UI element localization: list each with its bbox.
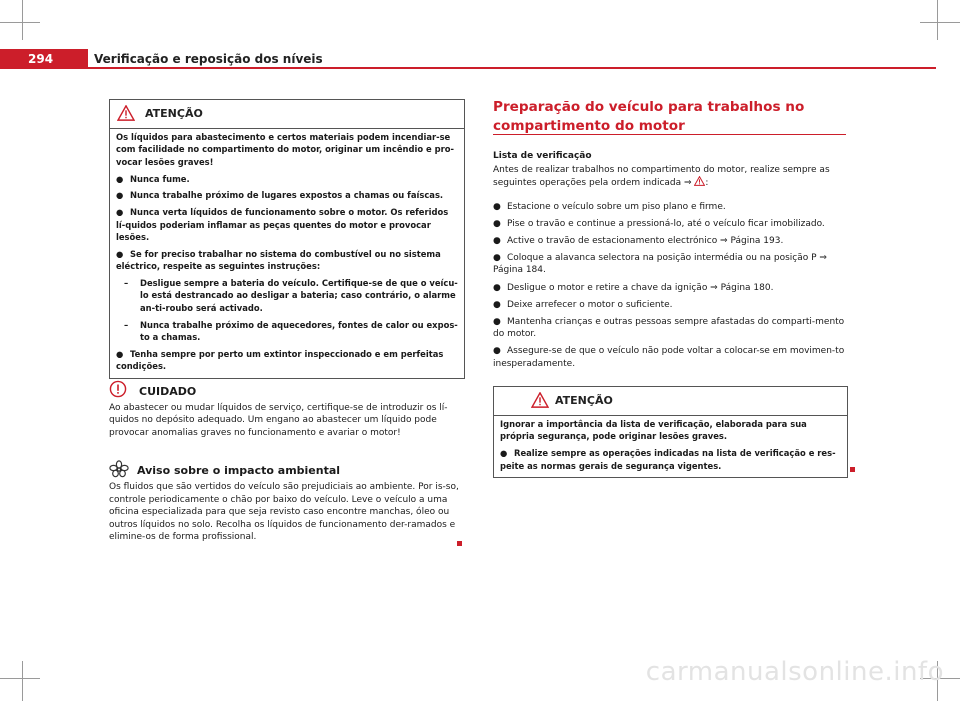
section-end-marker: [457, 541, 462, 546]
warning-box-left: [109, 99, 465, 379]
bullet-icon: ●: [493, 317, 501, 328]
crop-mark: [937, 0, 938, 40]
page-title: Verificação e reposição dos níveis: [94, 52, 323, 66]
environment-title-row: [109, 464, 463, 478]
environment-flower-icon: [109, 460, 129, 478]
bullet-icon: ●: [493, 218, 501, 229]
section-end-marker: [850, 467, 855, 472]
checklist-section: [493, 150, 849, 375]
list-item: ● Nunca fume.: [116, 173, 190, 184]
bullet-icon: ●: [493, 236, 501, 247]
list-item: ● Se for preciso trabalhar no sistema do combustível ou no sistema eléctrico, respeite as seguintes instruções:: [116, 248, 441, 272]
sub-list-item: – Desligue sempre a bateria do veículo. Certifique-se de que o veícu-lo está destrancado ao desligar a bateria; caso contrário, o alarme an-ti-roubo será activado.: [124, 278, 458, 313]
list-item: ● Nunca verta líquidos de funcionamento sobre o motor. Os referidos lí-quidos poderiam inflamar as peças quentes do motor e provocar lesões.: [116, 207, 449, 243]
warning-body: [494, 416, 847, 477]
warning-intro: Ignorar a importância da lista de verificação, elaborada para sua própria segurança, pode originar lesões graves.: [500, 419, 807, 442]
crop-mark: [22, 661, 23, 701]
sub-list-item: – Nunca trabalhe próximo de aquecedores, fontes de calor ou expos-to a chamas.: [124, 319, 458, 343]
crop-mark: [920, 22, 960, 23]
list-item: ● Pise o travão e continue a pressioná-lo, até o veículo ficar imobilizado.: [493, 218, 825, 229]
warning-triangle-icon: [694, 176, 705, 186]
list-item: ● Nunca trabalhe próximo de lugares expostos a chamas ou faíscas.: [116, 190, 444, 201]
checklist-intro: Antes de realizar trabalhos no compartimento do motor, realize sempre as seguintes operações pela ordem indicada ⇒ :: [493, 165, 830, 189]
checklist-subheading: Lista de verificação: [493, 151, 592, 161]
list-item: ● Mantenha crianças e outras pessoas sempre afastadas do comparti-mento do motor.: [493, 317, 845, 340]
warning-triangle-icon: [531, 392, 549, 408]
dash-icon: –: [124, 278, 129, 289]
list-item: ● Desligue o motor e retire a chave da ignição ⇒ Página 180.: [493, 282, 774, 293]
list-item: ● Coloque a alavanca selectora na posição intermédia ou na posição P ⇒ Página 184.: [493, 253, 827, 276]
watermark: carmanualsonline.info: [645, 657, 944, 687]
bullet-icon: ●: [500, 448, 508, 459]
page-number: 294: [28, 52, 54, 66]
warning-header: [110, 100, 464, 129]
bullet-icon: ●: [493, 346, 501, 357]
bullet-icon: ●: [493, 282, 501, 293]
warning-header: [494, 387, 847, 416]
caution-text: Ao abastecer ou mudar líquidos de serviço, certifique-se de introduzir os lí-quidos no depósito adequado. Um engano ao abastecer um líquido pode provocar anomalias graves no funcionamento e avariar o motor!: [109, 402, 448, 438]
bullet-icon: ●: [493, 299, 501, 310]
header-divider: [88, 67, 936, 69]
list-item: ● Realize sempre as operações indicadas na lista de verificação e res-peite as normas gerais de segurança vigentes.: [500, 448, 836, 471]
dash-icon: –: [124, 319, 129, 330]
warning-body: [110, 129, 464, 378]
bullet-icon: ●: [116, 207, 124, 218]
environment-section: [109, 464, 463, 544]
section-heading: Preparação do veículo para trabalhos no compartimento do motor: [493, 99, 805, 134]
list-item: ● Assegure-se de que o veículo não pode voltar a colocar-se em movimen-to inesperadamente.: [493, 346, 845, 369]
crop-mark: [22, 0, 23, 40]
caution-title: CUIDADO: [139, 385, 197, 398]
warning-triangle-icon: [117, 105, 135, 121]
caution-exclamation-icon: [109, 380, 127, 398]
caution-section: [109, 386, 463, 439]
bullet-icon: ●: [116, 173, 124, 184]
list-item: ● Active o travão de estacionamento electrónico ⇒ Página 193.: [493, 236, 784, 247]
warning-title: ATENÇÃO: [555, 394, 613, 407]
warning-box-right: [493, 386, 848, 478]
warning-title: ATENÇÃO: [145, 107, 203, 120]
bullet-icon: ●: [116, 348, 124, 359]
bullet-icon: ●: [493, 253, 501, 264]
warning-intro: Os líquidos para abastecimento e certos materiais podem incendiar-se com facilidade no compartimento do motor, originar um incêndio e pro-vocar lesões graves!: [116, 132, 454, 167]
caution-title-row: [109, 386, 463, 399]
list-item: ● Deixe arrefecer o motor o suficiente.: [493, 299, 673, 310]
crop-mark: [0, 22, 40, 23]
list-item: ● Estacione o veículo sobre um piso plano e firme.: [493, 201, 726, 212]
crop-mark: [0, 678, 40, 679]
environment-title: Aviso sobre o impacto ambiental: [137, 463, 341, 477]
environment-text: Os fluidos que são vertidos do veículo são prejudiciais ao ambiente. Por is-so, controle periodicamente o chão por baixo do veículo. Leve o veículo a uma oficina especializada para que seja revisto caso encontre manchas, óleo ou outros líquidos no solo. Recolha os líquidos de funcionamento der-ramados e elimine-os de forma profissional.: [109, 482, 459, 542]
heading-divider: [493, 134, 846, 135]
bullet-icon: ●: [116, 190, 124, 201]
list-item: ● Tenha sempre por perto um extintor inspeccionado e em perfeitas condições.: [116, 348, 444, 372]
bullet-icon: ●: [116, 248, 124, 259]
bullet-icon: ●: [493, 201, 501, 212]
